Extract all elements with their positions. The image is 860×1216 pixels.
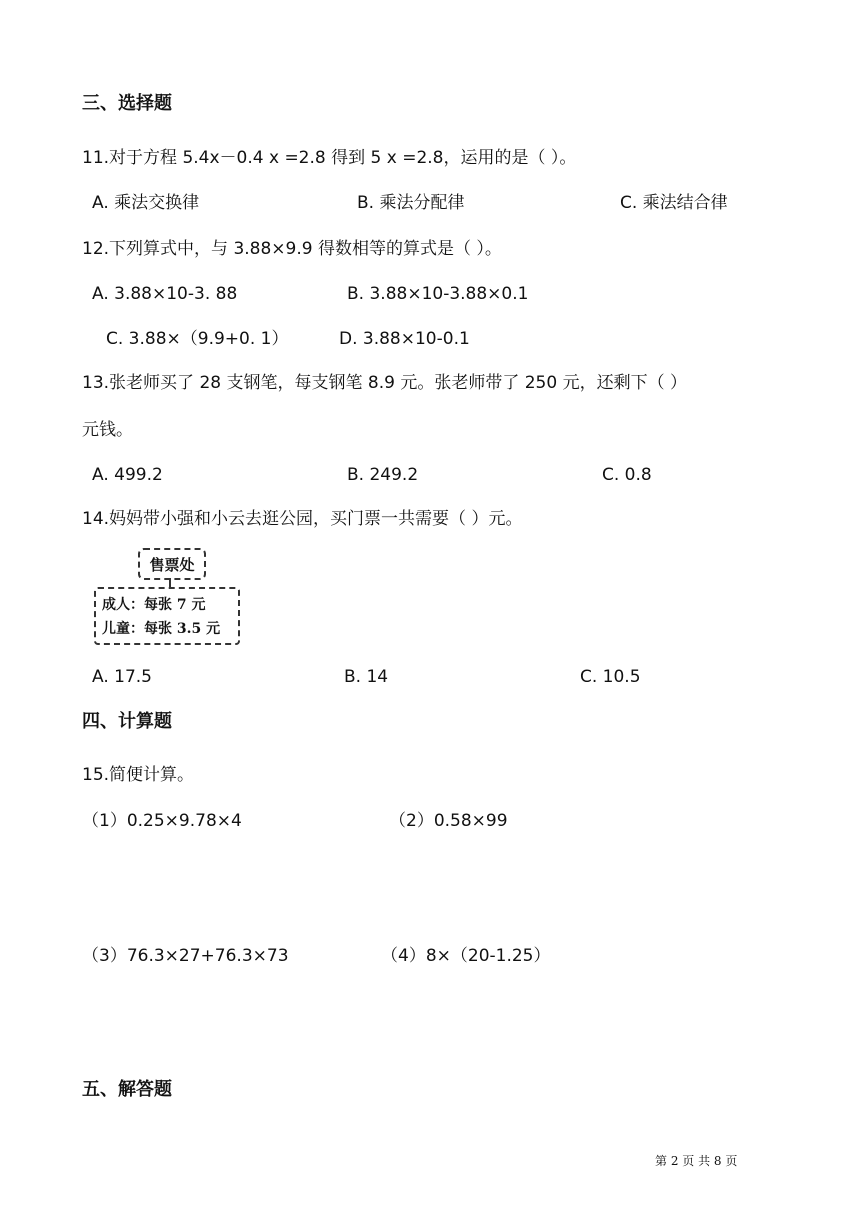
question-12-option-a: A. 3.88×10-3. 88 [92, 284, 238, 304]
section-heading-answer: 五、解答题 [82, 1079, 172, 1100]
question-11-stem: 11.对于方程 5.4x－0.4 x =2.8 得到 5 x =2.8，运用的是（ ）。 [82, 148, 577, 168]
question-14-option-c: C. 10.5 [580, 667, 641, 687]
question-12-stem: 12.下列算式中，与 3.88×9.9 得数相等的算式是（ ）。 [82, 239, 502, 259]
child-price: 儿童：每张 3.5 元 [102, 621, 221, 637]
question-12-option-b: B. 3.88×10-3.88×0.1 [347, 284, 529, 304]
question-15-part-2: （2）0.58×99 [389, 811, 508, 831]
question-14-stem: 14.妈妈带小强和小云去逛公园，买门票一共需要（ ）元。 [82, 509, 523, 529]
question-13-option-a: A. 499.2 [92, 465, 163, 485]
page-footer: 第 2 页 共 8 页 [655, 1154, 738, 1168]
question-15-part-1: （1）0.25×9.78×4 [82, 811, 242, 831]
question-14-option-b: B. 14 [344, 667, 389, 687]
question-15-stem: 15.简便计算。 [82, 765, 195, 785]
question-11-option-b: B. 乘法分配律 [357, 193, 465, 213]
ticket-office-sign: 售票处 [138, 548, 206, 580]
question-11-option-a: A. 乘法交换律 [92, 193, 200, 213]
ticket-price-board [94, 587, 240, 645]
section-heading-choice: 三、选择题 [82, 93, 172, 114]
question-14-option-a: A. 17.5 [92, 667, 152, 687]
question-12-option-c: C. 3.88×（9.9+0. 1） [106, 329, 289, 349]
sign-connector [169, 578, 171, 587]
question-11-option-c: C. 乘法结合律 [620, 193, 728, 213]
question-15-part-3: （3）76.3×27+76.3×73 [82, 946, 289, 966]
question-12-option-d: D. 3.88×10-0.1 [339, 329, 470, 349]
question-13-stem-line1: 13.张老师买了 28 支钢笔，每支钢笔 8.9 元。张老师带了 250 元，还剩下（ ） [82, 373, 687, 393]
question-13-stem-line2: 元钱。 [82, 420, 133, 440]
question-13-option-c: C. 0.8 [602, 465, 652, 485]
adult-price: 成人：每张 7 元 [102, 597, 206, 613]
question-15-part-4: （4）8×（20-1.25） [381, 946, 551, 966]
section-heading-calculation: 四、计算题 [82, 711, 172, 732]
question-13-option-b: B. 249.2 [347, 465, 419, 485]
